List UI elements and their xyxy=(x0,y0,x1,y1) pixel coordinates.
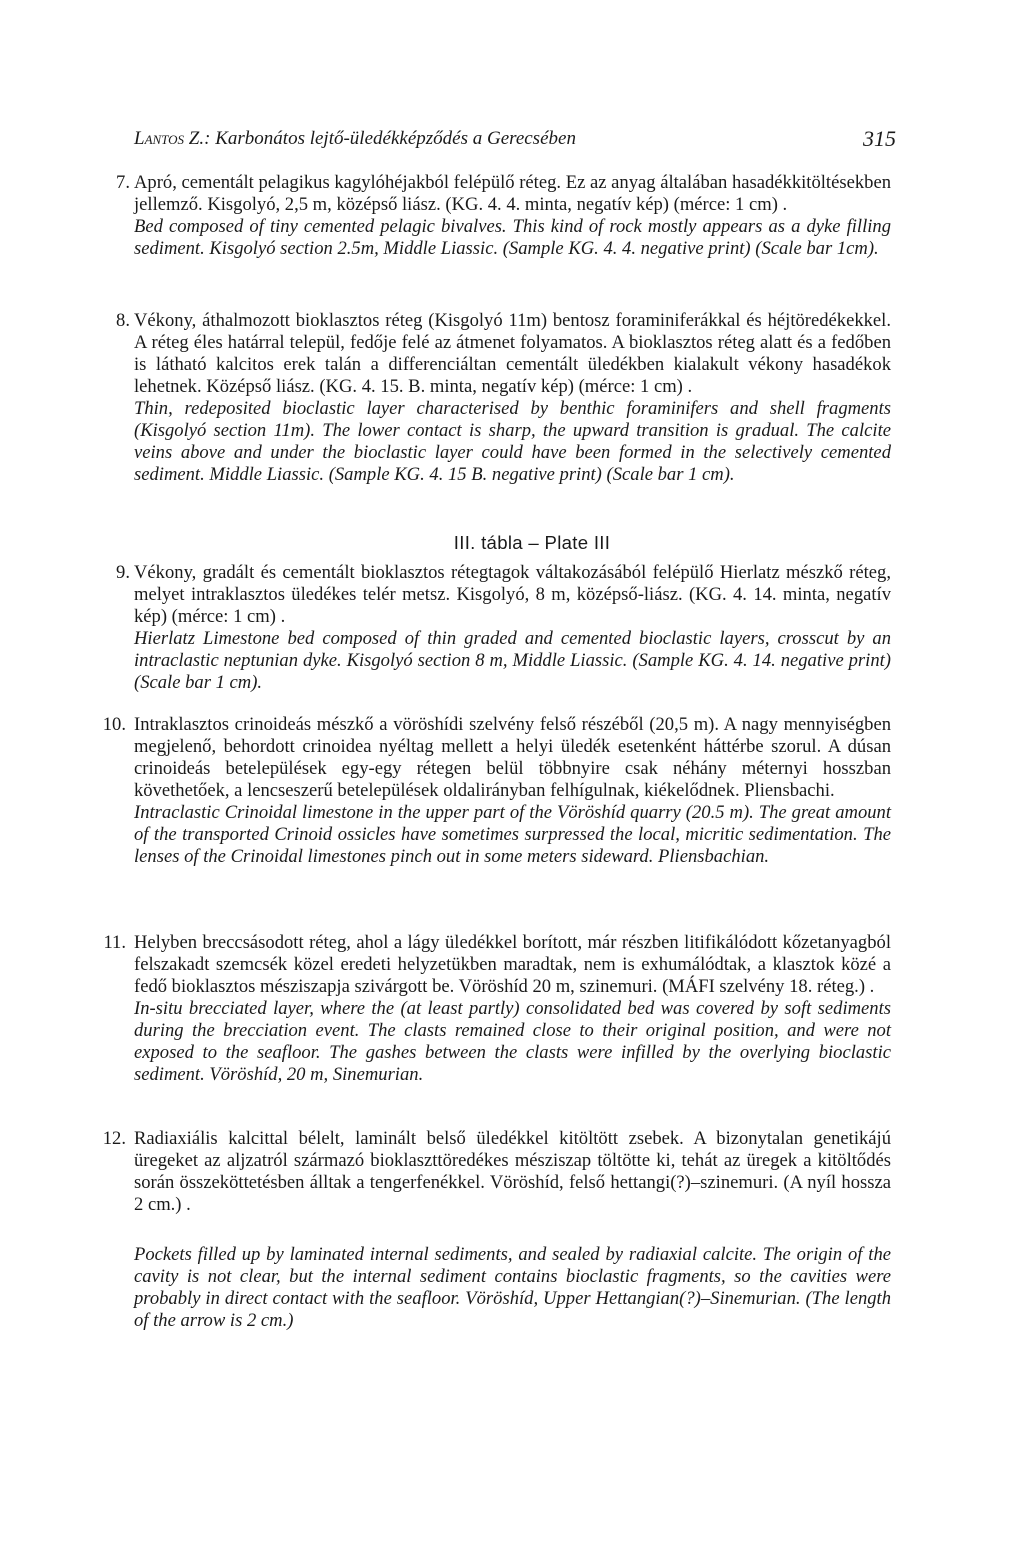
plate-title: III. tábla – Plate III xyxy=(453,532,611,553)
caption-item-9 xyxy=(116,562,891,694)
running-head xyxy=(134,128,896,156)
caption-english: In-situ brecciated layer, where the (at least partly) consolidated bed was covered by soft sediments during the brecciation event. The clasts remained close to their original position, and were not exposed to the seafloor. The gashes between the clasts were infilled by the overlying bioclastic sediment. Vöröshíd, 20 m, Sinemurian. xyxy=(134,998,891,1085)
caption-hungarian: Vékony, áthalmozott bioklasztos réteg (Kisgolyó 11m) bentosz foraminiferákkal és héjtöredékekkel. A réteg éles határral települ, fedője felé az átmenet folyamatos. A bioklasztos réteg alatt és a fedőben is látható kalcitos erek talán a differenciáltan cementált üledékben kialakult vékony hasadékok lehetnek. Középső liász. (KG. 4. 15. B. minta, negatív kép) (mérce: 1 cm) . xyxy=(134,310,891,397)
header-title: Karbonátos lejtő-üledékképződés a Gerecsében xyxy=(210,128,576,149)
caption-hungarian: Intraklasztos crinoideás mészkő a vöröshídi szelvény felső részéből (20,5 m). A nagy mennyiségben megjelenő, behordott crinoidea nyéltag mellett a helyi üledék esetenként háttérbe szorul. A dúsan crinoideás betelepülések egy-egy rétegen belül többnyire csak néhány méternyi hosszban követhetőek, a lencseszerű betelepülések oldalirányban felhígulnak, kiékelődnek. Pliensbachi. xyxy=(134,714,891,801)
caption-item-8 xyxy=(116,310,891,486)
caption-english: Hierlatz Limestone bed composed of thin graded and cemented bioclastic layers, crosscut by an intraclastic neptunian dyke. Kisgolyó section 8 m, Middle Liassic. (Sample KG. 4. 14. negative print) (Scale bar 1 cm). xyxy=(134,628,891,693)
caption-item-7 xyxy=(116,172,891,260)
caption-english: Intraclastic Crinoidal limestone in the upper part of the Vöröshíd quarry (20.5 m). The great amount of the transported Crinoid ossicles have sometimes surpressed the local, micritic sedimentation. The lenses of the Crinoidal limestones pinch out in some meters sideward. Pliensbachian. xyxy=(134,802,891,867)
item-number: 8. xyxy=(116,310,130,331)
caption-item-11 xyxy=(103,932,891,1086)
header-author: Lantos Z.: xyxy=(134,128,211,149)
caption-hungarian: Helyben breccsásodott réteg, ahol a lágy üledékkel borított, már részben litifikálódott kőzetanyagból felszakadt szemcsék közel eredeti helyzetükben maradtak, nem is exhumálódtak, a klasztok közé a fedő bioklasztos mésziszapja szivárgott be. Vöröshíd 20 m, szinemuri. (MÁFI szelvény 18. réteg.) . xyxy=(134,932,891,997)
item-number: 9. xyxy=(116,562,130,583)
caption-item-12 xyxy=(102,1128,891,1332)
caption-hungarian: Apró, cementált pelagikus kagylóhéjakból felépülő réteg. Ez az anyag általában hasadékkitöltésekben jellemző. Kisgolyó, 2,5 m, középső liász. (KG. 4. 4. minta, negatív kép) (mérce: 1 cm) . xyxy=(134,172,891,215)
page-number: 315 xyxy=(863,126,896,151)
item-number: 7. xyxy=(116,172,130,193)
caption-english: Pockets filled up by laminated internal sediments, and sealed by radiaxial calcite. The origin of the cavity is not clear, but the internal sediment contains bioclastic fragments, so the cavities were probably in direct contact with the seafloor. Vöröshíd, Upper Hettangian(?)–Sinemurian. (The length of the arrow is 2 cm.) xyxy=(134,1244,891,1331)
caption-english: Thin, redeposited bioclastic layer characterised by benthic foraminifers and shell fragments (Kisgolyó section 11m). The lower contact is sharp, the upward transition is gradual. The calcite veins above and under the bioclastic layer could have been formed in the selectively cemented sediment. Middle Liassic. (Sample KG. 4. 15 B. negative print) (Scale bar 1 cm). xyxy=(134,398,891,485)
caption-item-10 xyxy=(102,714,891,868)
caption-hungarian: Vékony, gradált és cementált bioklasztos rétegtagok váltakozásából felépülő Hierlatz mészkő réteg, melyet intraklasztos üledékes telér metsz. Kisgolyó, 8 m, középső-liász. (KG. 4. 14. minta, negatív kép) (mérce: 1 cm) . xyxy=(134,562,891,627)
item-number: 12. xyxy=(102,1128,126,1149)
item-number: 10. xyxy=(102,714,126,735)
item-number: 11. xyxy=(103,932,126,953)
caption-english: Bed composed of tiny cemented pelagic bivalves. This kind of rock mostly appears as a dyke filling sediment. Kisgolyó section 2.5m, Middle Liassic. (Sample KG. 4. 4. negative print) (Scale bar 1cm). xyxy=(134,216,891,259)
caption-hungarian: Radiaxiális kalcittal bélelt, laminált belső üledékkel kitöltött zsebek. A bizonytalan genetikájú üregeket az aljzatról származó bioklaszttöredékes mésziszap töltötte ki, tehát az üregek a kitöltődés során összeköttetésben álltak a tengerfenékkel. Vöröshíd, felső hettangi(?)–szinemuri. (A nyíl hossza 2 cm.) . xyxy=(134,1128,891,1215)
